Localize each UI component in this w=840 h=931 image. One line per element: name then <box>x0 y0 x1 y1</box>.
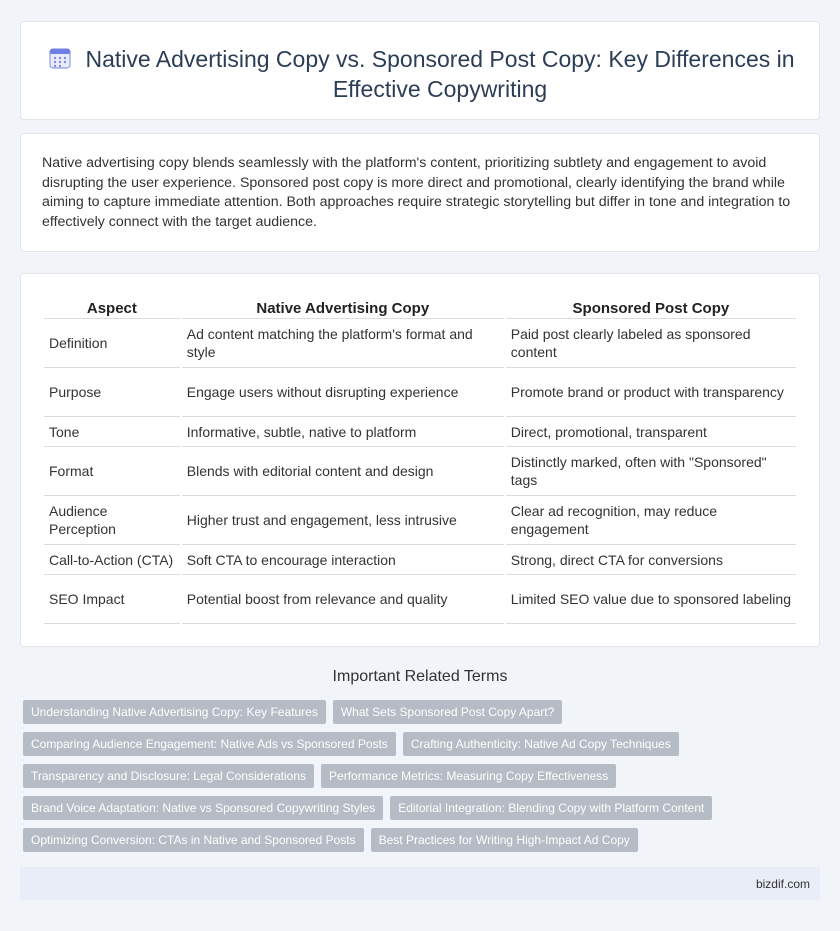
related-term-link[interactable]: Brand Voice Adaptation: Native vs Sponsored Copywriting Styles <box>23 796 383 820</box>
table-header-row <box>44 296 796 319</box>
header-card <box>20 21 820 120</box>
table-cell: Promote brand or product with transparency <box>506 368 796 417</box>
related-term-link[interactable]: Crafting Authenticity: Native Ad Copy Techniques <box>403 732 679 756</box>
table-cell: Audience Perception <box>44 496 180 545</box>
related-term-link[interactable]: Performance Metrics: Measuring Copy Effectiveness <box>321 764 616 788</box>
table-cell: Call-to-Action (CTA) <box>44 545 180 575</box>
related-term-link[interactable]: Understanding Native Advertising Copy: Key Features <box>23 700 326 724</box>
related-term-link[interactable]: Comparing Audience Engagement: Native Ads vs Sponsored Posts <box>23 732 396 756</box>
table-cell: Direct, promotional, transparent <box>506 417 796 447</box>
table-cell: Strong, direct CTA for conversions <box>506 545 796 575</box>
comparison-table <box>42 296 798 624</box>
page-title: Native Advertising Copy vs. Sponsored Post Copy: Key Differences in Effective Copywriting <box>85 46 795 102</box>
table-cell: SEO Impact <box>44 575 180 624</box>
table-cell: Paid post clearly labeled as sponsored content <box>506 319 796 368</box>
site-link[interactable]: bizdif.com <box>755 877 810 891</box>
table-row <box>44 496 796 545</box>
tag-row <box>23 796 823 820</box>
tag-row <box>23 700 823 724</box>
table-cell: Limited SEO value due to sponsored labeling <box>506 575 796 624</box>
table-cell: Tone <box>44 417 180 447</box>
comparison-table-card <box>20 273 820 647</box>
table-cell: Distinctly marked, often with "Sponsored" tags <box>506 447 796 496</box>
table-cell: Informative, subtle, native to platform <box>182 417 504 447</box>
related-term-link[interactable]: Editorial Integration: Blending Copy with Platform Content <box>390 796 712 820</box>
table-cell: Soft CTA to encourage interaction <box>182 545 504 575</box>
related-terms-list <box>23 700 823 860</box>
table-row <box>44 575 796 624</box>
related-terms-title: Important Related Terms <box>332 668 508 685</box>
footer <box>20 867 820 900</box>
table-cell: Ad content matching the platform's format and style <box>182 319 504 368</box>
table-row <box>44 447 796 496</box>
table-row <box>44 319 796 368</box>
tag-row <box>23 764 823 788</box>
table-cell: Blends with editorial content and design <box>182 447 504 496</box>
table-row <box>44 368 796 417</box>
column-header-sponsored: Sponsored Post Copy <box>506 296 796 319</box>
table-cell: Purpose <box>44 368 180 417</box>
tag-row <box>23 732 823 756</box>
related-term-link[interactable]: What Sets Sponsored Post Copy Apart? <box>333 700 562 724</box>
table-cell: Definition <box>44 319 180 368</box>
tag-row <box>23 828 823 852</box>
table-cell: Engage users without disrupting experience <box>182 368 504 417</box>
table-cell: Format <box>44 447 180 496</box>
table-row <box>44 545 796 575</box>
intro-card <box>20 133 820 252</box>
column-header-aspect: Aspect <box>44 296 180 319</box>
related-term-link[interactable]: Best Practices for Writing High-Impact Ad Copy <box>371 828 638 852</box>
intro-paragraph: Native advertising copy blends seamlessly with the platform's content, prioritizing subtlety and engagement to avoid disrupting the user experience. Sponsored post copy is more direct and promotional, clearly identifying the brand while aiming to capture immediate attention. Both approaches require strategic storytelling but differ in tone and integration to effectively connect with the target audience. <box>42 155 791 230</box>
table-cell: Potential boost from relevance and quality <box>182 575 504 624</box>
table-row <box>44 417 796 447</box>
related-term-link[interactable]: Transparency and Disclosure: Legal Considerations <box>23 764 314 788</box>
table-cell: Clear ad recognition, may reduce engagement <box>506 496 796 545</box>
related-term-link[interactable]: Optimizing Conversion: CTAs in Native and Sponsored Posts <box>23 828 364 852</box>
column-header-native: Native Advertising Copy <box>182 296 504 319</box>
table-cell: Higher trust and engagement, less intrusive <box>182 496 504 545</box>
